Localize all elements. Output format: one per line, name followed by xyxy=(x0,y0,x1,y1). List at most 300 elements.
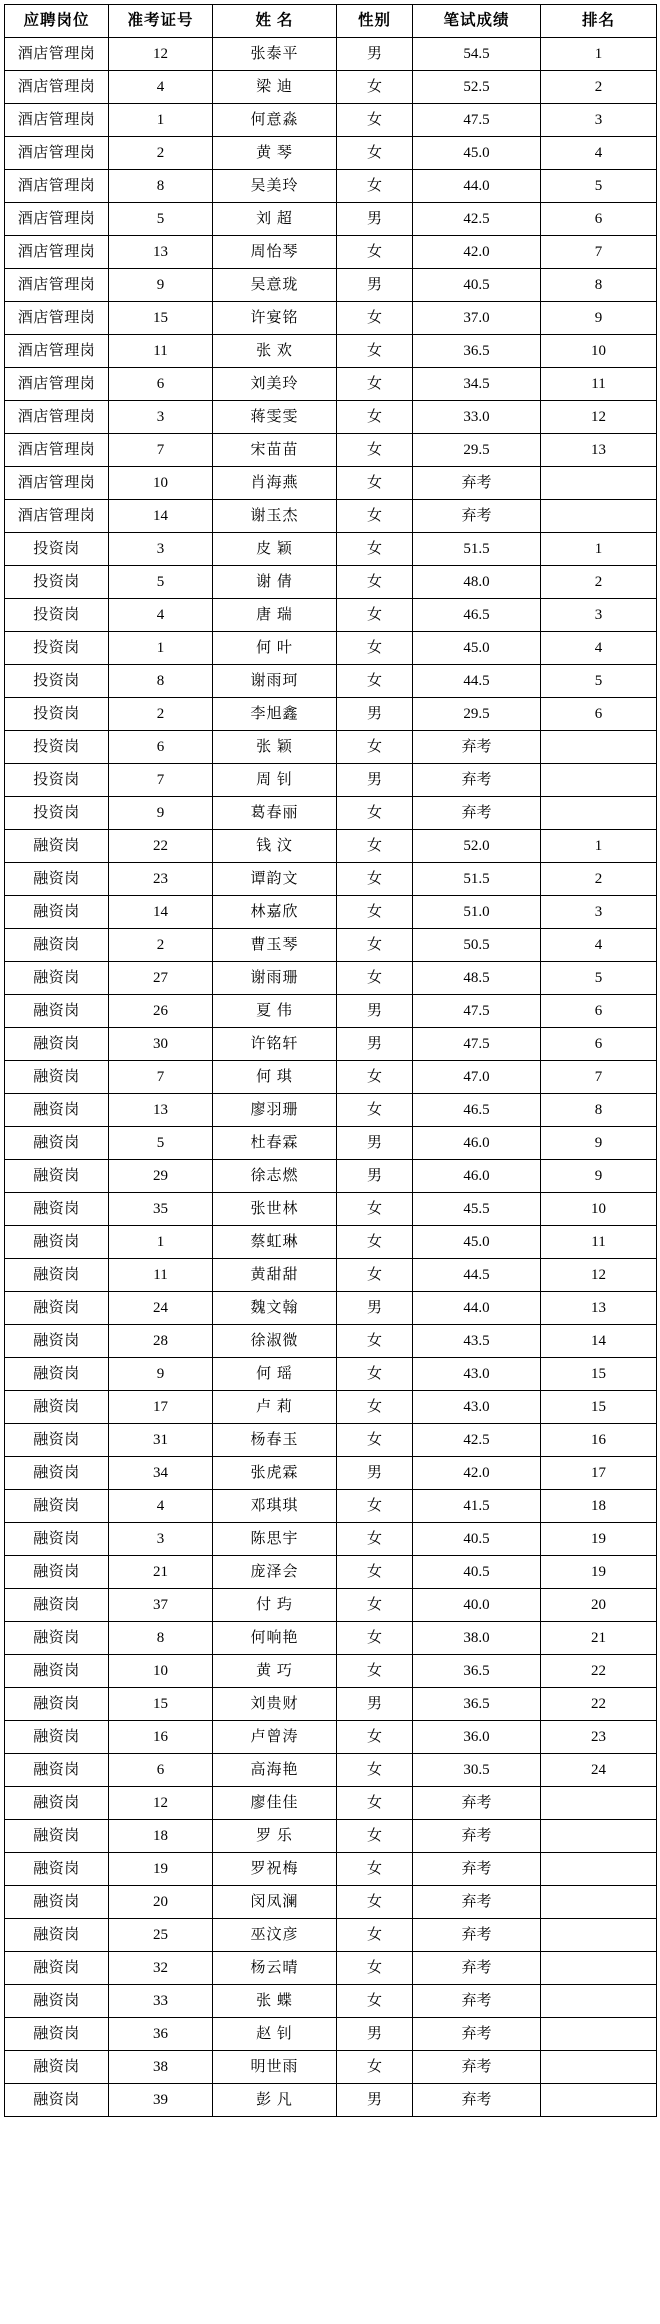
cell-written-score: 弃考 xyxy=(413,1820,541,1853)
cell-post: 融资岗 xyxy=(5,1622,109,1655)
table-row xyxy=(5,104,657,137)
cell-written-score: 45.0 xyxy=(413,137,541,170)
cell-name: 杨云晴 xyxy=(213,1952,337,1985)
cell-post: 融资岗 xyxy=(5,1193,109,1226)
table-row xyxy=(5,269,657,302)
table-row xyxy=(5,1457,657,1490)
cell-rank xyxy=(541,1853,657,1886)
cell-admission-number: 6 xyxy=(109,1754,213,1787)
cell-post: 融资岗 xyxy=(5,830,109,863)
table-row xyxy=(5,995,657,1028)
cell-admission-number: 26 xyxy=(109,995,213,1028)
cell-name: 罗 乐 xyxy=(213,1820,337,1853)
cell-name: 张世林 xyxy=(213,1193,337,1226)
cell-admission-number: 11 xyxy=(109,335,213,368)
cell-rank: 5 xyxy=(541,962,657,995)
cell-rank: 8 xyxy=(541,269,657,302)
cell-post: 融资岗 xyxy=(5,1061,109,1094)
cell-name: 张 颖 xyxy=(213,731,337,764)
cell-name: 何 瑶 xyxy=(213,1358,337,1391)
column-header-rank: 排名 xyxy=(541,5,657,38)
table-row xyxy=(5,533,657,566)
cell-rank: 4 xyxy=(541,137,657,170)
cell-admission-number: 6 xyxy=(109,368,213,401)
table-row xyxy=(5,368,657,401)
cell-written-score: 弃考 xyxy=(413,1853,541,1886)
cell-rank xyxy=(541,2084,657,2117)
cell-admission-number: 15 xyxy=(109,1688,213,1721)
cell-written-score: 47.0 xyxy=(413,1061,541,1094)
cell-name: 徐淑微 xyxy=(213,1325,337,1358)
cell-gender: 女 xyxy=(337,863,413,896)
cell-gender: 男 xyxy=(337,269,413,302)
cell-name: 何 叶 xyxy=(213,632,337,665)
table-row xyxy=(5,1358,657,1391)
cell-post: 融资岗 xyxy=(5,1127,109,1160)
cell-gender: 女 xyxy=(337,434,413,467)
cell-rank: 8 xyxy=(541,1094,657,1127)
cell-written-score: 42.5 xyxy=(413,203,541,236)
cell-admission-number: 18 xyxy=(109,1820,213,1853)
cell-post: 酒店管理岗 xyxy=(5,236,109,269)
table-row xyxy=(5,1490,657,1523)
cell-written-score: 47.5 xyxy=(413,1028,541,1061)
cell-written-score: 弃考 xyxy=(413,764,541,797)
cell-gender: 男 xyxy=(337,698,413,731)
cell-name: 何 琪 xyxy=(213,1061,337,1094)
cell-gender: 女 xyxy=(337,1886,413,1919)
cell-admission-number: 30 xyxy=(109,1028,213,1061)
cell-admission-number: 12 xyxy=(109,38,213,71)
cell-post: 融资岗 xyxy=(5,1391,109,1424)
table-row xyxy=(5,632,657,665)
cell-name: 刘美玲 xyxy=(213,368,337,401)
cell-gender: 女 xyxy=(337,1754,413,1787)
cell-admission-number: 9 xyxy=(109,1358,213,1391)
cell-admission-number: 5 xyxy=(109,566,213,599)
cell-rank: 9 xyxy=(541,1160,657,1193)
table-row xyxy=(5,302,657,335)
cell-admission-number: 8 xyxy=(109,665,213,698)
cell-rank xyxy=(541,731,657,764)
cell-written-score: 弃考 xyxy=(413,731,541,764)
cell-rank: 7 xyxy=(541,1061,657,1094)
cell-gender: 女 xyxy=(337,104,413,137)
table-row xyxy=(5,1853,657,1886)
cell-rank: 2 xyxy=(541,566,657,599)
cell-name: 谭韵文 xyxy=(213,863,337,896)
cell-admission-number: 38 xyxy=(109,2051,213,2084)
cell-written-score: 弃考 xyxy=(413,797,541,830)
cell-admission-number: 5 xyxy=(109,1127,213,1160)
cell-rank: 9 xyxy=(541,302,657,335)
cell-name: 张 欢 xyxy=(213,335,337,368)
cell-admission-number: 34 xyxy=(109,1457,213,1490)
cell-admission-number: 35 xyxy=(109,1193,213,1226)
cell-written-score: 51.5 xyxy=(413,863,541,896)
table-row xyxy=(5,929,657,962)
cell-admission-number: 29 xyxy=(109,1160,213,1193)
cell-post: 融资岗 xyxy=(5,1787,109,1820)
cell-rank: 16 xyxy=(541,1424,657,1457)
cell-post: 融资岗 xyxy=(5,1556,109,1589)
cell-name: 杜春霖 xyxy=(213,1127,337,1160)
cell-name: 李旭鑫 xyxy=(213,698,337,731)
cell-name: 唐 瑞 xyxy=(213,599,337,632)
cell-written-score: 51.0 xyxy=(413,896,541,929)
cell-gender: 男 xyxy=(337,203,413,236)
cell-gender: 女 xyxy=(337,1523,413,1556)
cell-admission-number: 24 xyxy=(109,1292,213,1325)
cell-gender: 女 xyxy=(337,1721,413,1754)
cell-gender: 女 xyxy=(337,896,413,929)
table-row xyxy=(5,1721,657,1754)
cell-rank: 19 xyxy=(541,1523,657,1556)
cell-admission-number: 14 xyxy=(109,500,213,533)
cell-rank: 21 xyxy=(541,1622,657,1655)
cell-gender: 女 xyxy=(337,665,413,698)
cell-name: 邓琪琪 xyxy=(213,1490,337,1523)
cell-name: 黄 巧 xyxy=(213,1655,337,1688)
cell-admission-number: 6 xyxy=(109,731,213,764)
cell-post: 投资岗 xyxy=(5,731,109,764)
cell-admission-number: 9 xyxy=(109,797,213,830)
cell-post: 酒店管理岗 xyxy=(5,335,109,368)
cell-rank: 6 xyxy=(541,1028,657,1061)
table-row xyxy=(5,1391,657,1424)
cell-written-score: 52.0 xyxy=(413,830,541,863)
cell-admission-number: 2 xyxy=(109,698,213,731)
cell-post: 融资岗 xyxy=(5,1094,109,1127)
cell-name: 谢玉杰 xyxy=(213,500,337,533)
table-row xyxy=(5,2051,657,2084)
cell-name: 谢雨珊 xyxy=(213,962,337,995)
cell-gender: 女 xyxy=(337,1820,413,1853)
cell-gender: 女 xyxy=(337,2051,413,2084)
cell-post: 融资岗 xyxy=(5,1919,109,1952)
cell-admission-number: 2 xyxy=(109,929,213,962)
cell-gender: 女 xyxy=(337,71,413,104)
table-row xyxy=(5,1325,657,1358)
cell-post: 酒店管理岗 xyxy=(5,368,109,401)
cell-post: 融资岗 xyxy=(5,2084,109,2117)
cell-rank: 19 xyxy=(541,1556,657,1589)
cell-admission-number: 9 xyxy=(109,269,213,302)
cell-admission-number: 2 xyxy=(109,137,213,170)
cell-post: 融资岗 xyxy=(5,1325,109,1358)
table-row xyxy=(5,467,657,500)
cell-admission-number: 19 xyxy=(109,1853,213,1886)
table-row xyxy=(5,1985,657,2018)
cell-written-score: 36.5 xyxy=(413,1655,541,1688)
cell-post: 融资岗 xyxy=(5,1985,109,2018)
cell-post: 酒店管理岗 xyxy=(5,104,109,137)
cell-gender: 女 xyxy=(337,401,413,434)
table-row xyxy=(5,500,657,533)
cell-rank: 22 xyxy=(541,1655,657,1688)
cell-gender: 男 xyxy=(337,2018,413,2051)
table-row xyxy=(5,1193,657,1226)
cell-rank: 5 xyxy=(541,665,657,698)
header-row xyxy=(5,5,657,38)
cell-written-score: 48.5 xyxy=(413,962,541,995)
cell-gender: 女 xyxy=(337,1226,413,1259)
cell-gender: 女 xyxy=(337,236,413,269)
cell-written-score: 弃考 xyxy=(413,1886,541,1919)
cell-gender: 女 xyxy=(337,467,413,500)
cell-rank xyxy=(541,1985,657,2018)
cell-post: 融资岗 xyxy=(5,2018,109,2051)
cell-post: 投资岗 xyxy=(5,797,109,830)
cell-rank: 1 xyxy=(541,533,657,566)
cell-gender: 女 xyxy=(337,1424,413,1457)
cell-name: 明世雨 xyxy=(213,2051,337,2084)
table-row xyxy=(5,1259,657,1292)
table-row xyxy=(5,137,657,170)
cell-gender: 女 xyxy=(337,1655,413,1688)
cell-gender: 女 xyxy=(337,731,413,764)
cell-rank: 6 xyxy=(541,995,657,1028)
cell-post: 酒店管理岗 xyxy=(5,137,109,170)
cell-rank xyxy=(541,764,657,797)
cell-written-score: 45.0 xyxy=(413,632,541,665)
cell-rank: 2 xyxy=(541,863,657,896)
cell-gender: 男 xyxy=(337,38,413,71)
cell-post: 投资岗 xyxy=(5,599,109,632)
cell-admission-number: 10 xyxy=(109,1655,213,1688)
cell-gender: 女 xyxy=(337,1094,413,1127)
cell-name: 宋苗苗 xyxy=(213,434,337,467)
cell-name: 周怡琴 xyxy=(213,236,337,269)
cell-post: 投资岗 xyxy=(5,764,109,797)
table-row xyxy=(5,203,657,236)
cell-post: 融资岗 xyxy=(5,1292,109,1325)
cell-gender: 女 xyxy=(337,533,413,566)
cell-gender: 女 xyxy=(337,632,413,665)
cell-name: 何意淼 xyxy=(213,104,337,137)
cell-admission-number: 8 xyxy=(109,170,213,203)
cell-written-score: 37.0 xyxy=(413,302,541,335)
cell-written-score: 43.0 xyxy=(413,1391,541,1424)
column-header-post: 应聘岗位 xyxy=(5,5,109,38)
cell-rank: 24 xyxy=(541,1754,657,1787)
cell-gender: 女 xyxy=(337,1787,413,1820)
cell-gender: 女 xyxy=(337,1358,413,1391)
cell-admission-number: 1 xyxy=(109,104,213,137)
table-row xyxy=(5,863,657,896)
cell-post: 融资岗 xyxy=(5,1259,109,1292)
table-row xyxy=(5,1787,657,1820)
cell-name: 张泰平 xyxy=(213,38,337,71)
cell-rank: 4 xyxy=(541,632,657,665)
table-row xyxy=(5,401,657,434)
cell-gender: 女 xyxy=(337,962,413,995)
cell-post: 投资岗 xyxy=(5,533,109,566)
table-row xyxy=(5,1886,657,1919)
cell-gender: 男 xyxy=(337,1292,413,1325)
cell-gender: 女 xyxy=(337,599,413,632)
cell-rank xyxy=(541,1820,657,1853)
cell-written-score: 44.5 xyxy=(413,665,541,698)
cell-name: 吴美玲 xyxy=(213,170,337,203)
table-row xyxy=(5,236,657,269)
cell-written-score: 弃考 xyxy=(413,2051,541,2084)
cell-admission-number: 11 xyxy=(109,1259,213,1292)
cell-name: 周 钊 xyxy=(213,764,337,797)
column-header-name: 姓 名 xyxy=(213,5,337,38)
cell-written-score: 50.5 xyxy=(413,929,541,962)
cell-admission-number: 3 xyxy=(109,533,213,566)
table-row xyxy=(5,1226,657,1259)
table-row xyxy=(5,434,657,467)
table-header xyxy=(5,5,657,38)
cell-name: 杨春玉 xyxy=(213,1424,337,1457)
table-row xyxy=(5,1688,657,1721)
cell-post: 投资岗 xyxy=(5,698,109,731)
cell-gender: 女 xyxy=(337,1952,413,1985)
cell-written-score: 弃考 xyxy=(413,2084,541,2117)
cell-admission-number: 28 xyxy=(109,1325,213,1358)
cell-written-score: 45.0 xyxy=(413,1226,541,1259)
cell-post: 融资岗 xyxy=(5,2051,109,2084)
cell-admission-number: 1 xyxy=(109,632,213,665)
cell-gender: 女 xyxy=(337,1622,413,1655)
cell-post: 融资岗 xyxy=(5,1424,109,1457)
cell-admission-number: 13 xyxy=(109,236,213,269)
cell-name: 魏文翰 xyxy=(213,1292,337,1325)
cell-rank: 1 xyxy=(541,830,657,863)
cell-written-score: 44.5 xyxy=(413,1259,541,1292)
cell-gender: 女 xyxy=(337,1589,413,1622)
table-row xyxy=(5,38,657,71)
cell-name: 蒋雯雯 xyxy=(213,401,337,434)
cell-gender: 男 xyxy=(337,764,413,797)
cell-written-score: 44.0 xyxy=(413,1292,541,1325)
cell-gender: 女 xyxy=(337,1325,413,1358)
cell-rank: 17 xyxy=(541,1457,657,1490)
cell-post: 酒店管理岗 xyxy=(5,434,109,467)
cell-written-score: 42.0 xyxy=(413,1457,541,1490)
cell-written-score: 40.0 xyxy=(413,1589,541,1622)
cell-name: 谢雨珂 xyxy=(213,665,337,698)
cell-rank: 20 xyxy=(541,1589,657,1622)
cell-name: 许铭轩 xyxy=(213,1028,337,1061)
cell-rank: 11 xyxy=(541,1226,657,1259)
cell-post: 酒店管理岗 xyxy=(5,500,109,533)
cell-post: 融资岗 xyxy=(5,1820,109,1853)
table-row xyxy=(5,1523,657,1556)
table-row xyxy=(5,731,657,764)
cell-written-score: 47.5 xyxy=(413,104,541,137)
cell-admission-number: 23 xyxy=(109,863,213,896)
cell-rank xyxy=(541,500,657,533)
cell-post: 融资岗 xyxy=(5,1952,109,1985)
cell-gender: 女 xyxy=(337,1391,413,1424)
cell-admission-number: 14 xyxy=(109,896,213,929)
cell-written-score: 43.5 xyxy=(413,1325,541,1358)
cell-name: 何响艳 xyxy=(213,1622,337,1655)
table-row xyxy=(5,1622,657,1655)
cell-name: 卢曾涛 xyxy=(213,1721,337,1754)
cell-written-score: 弃考 xyxy=(413,2018,541,2051)
cell-name: 梁 迪 xyxy=(213,71,337,104)
cell-admission-number: 36 xyxy=(109,2018,213,2051)
table-row xyxy=(5,599,657,632)
cell-written-score: 弃考 xyxy=(413,1985,541,2018)
cell-gender: 女 xyxy=(337,1853,413,1886)
cell-written-score: 46.5 xyxy=(413,1094,541,1127)
cell-name: 闵凤澜 xyxy=(213,1886,337,1919)
cell-rank: 4 xyxy=(541,929,657,962)
cell-post: 融资岗 xyxy=(5,1589,109,1622)
cell-written-score: 弃考 xyxy=(413,500,541,533)
cell-admission-number: 32 xyxy=(109,1952,213,1985)
cell-rank: 6 xyxy=(541,698,657,731)
cell-rank: 3 xyxy=(541,896,657,929)
cell-post: 融资岗 xyxy=(5,1523,109,1556)
cell-post: 融资岗 xyxy=(5,863,109,896)
table-row xyxy=(5,797,657,830)
cell-gender: 男 xyxy=(337,2084,413,2117)
cell-gender: 女 xyxy=(337,1061,413,1094)
table-body xyxy=(5,38,657,2117)
table-row xyxy=(5,896,657,929)
cell-rank xyxy=(541,1787,657,1820)
cell-name: 罗祝梅 xyxy=(213,1853,337,1886)
cell-gender: 女 xyxy=(337,368,413,401)
cell-post: 融资岗 xyxy=(5,929,109,962)
cell-rank xyxy=(541,2051,657,2084)
cell-written-score: 46.0 xyxy=(413,1127,541,1160)
cell-name: 蔡虹琳 xyxy=(213,1226,337,1259)
cell-post: 融资岗 xyxy=(5,896,109,929)
cell-post: 酒店管理岗 xyxy=(5,203,109,236)
cell-rank: 11 xyxy=(541,368,657,401)
cell-name: 黄甜甜 xyxy=(213,1259,337,1292)
cell-admission-number: 39 xyxy=(109,2084,213,2117)
cell-written-score: 弃考 xyxy=(413,1787,541,1820)
cell-admission-number: 7 xyxy=(109,764,213,797)
cell-name: 刘贵财 xyxy=(213,1688,337,1721)
cell-name: 林嘉欣 xyxy=(213,896,337,929)
cell-name: 卢 莉 xyxy=(213,1391,337,1424)
cell-admission-number: 37 xyxy=(109,1589,213,1622)
cell-gender: 男 xyxy=(337,1457,413,1490)
cell-post: 融资岗 xyxy=(5,1886,109,1919)
cell-written-score: 42.0 xyxy=(413,236,541,269)
cell-written-score: 40.5 xyxy=(413,269,541,302)
exam-results-table xyxy=(4,4,657,2117)
cell-gender: 女 xyxy=(337,500,413,533)
cell-post: 酒店管理岗 xyxy=(5,467,109,500)
cell-name: 巫汶彦 xyxy=(213,1919,337,1952)
cell-rank: 12 xyxy=(541,1259,657,1292)
cell-gender: 男 xyxy=(337,1028,413,1061)
cell-post: 融资岗 xyxy=(5,1028,109,1061)
table-row xyxy=(5,1160,657,1193)
cell-admission-number: 21 xyxy=(109,1556,213,1589)
column-header-admission-number: 准考证号 xyxy=(109,5,213,38)
cell-written-score: 36.5 xyxy=(413,335,541,368)
table-row xyxy=(5,71,657,104)
cell-name: 钱 汶 xyxy=(213,830,337,863)
cell-admission-number: 4 xyxy=(109,599,213,632)
table-row xyxy=(5,335,657,368)
cell-rank xyxy=(541,467,657,500)
cell-name: 夏 伟 xyxy=(213,995,337,1028)
cell-written-score: 45.5 xyxy=(413,1193,541,1226)
cell-post: 融资岗 xyxy=(5,1688,109,1721)
